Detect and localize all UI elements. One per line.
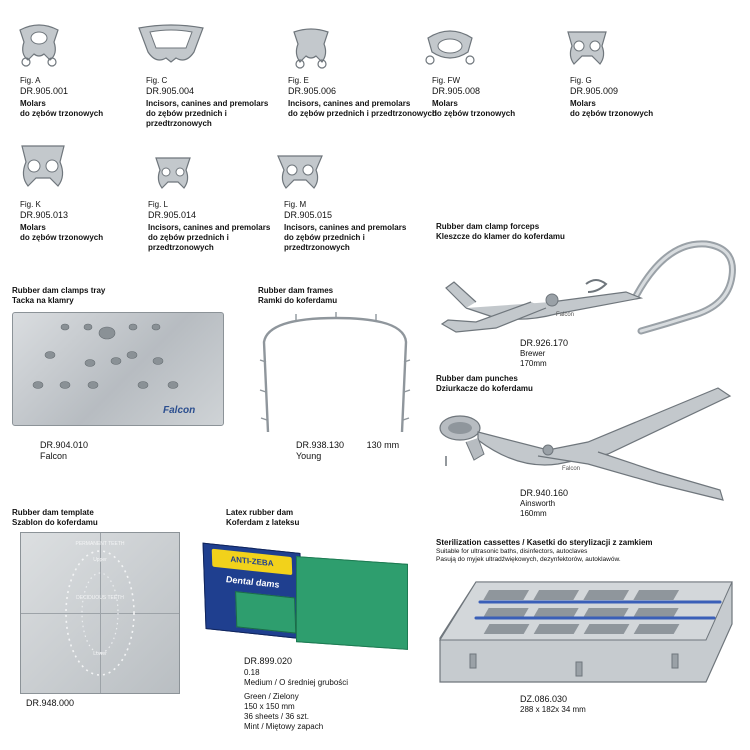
product-code: DR.938.130: [296, 440, 345, 450]
clamp-fw-icon: [424, 24, 476, 70]
template-label-upper: Upper: [93, 557, 107, 563]
latex-detail: Mint / Miętowy zapach: [244, 722, 324, 731]
product-size: 288 x 182x 34 mm: [520, 705, 586, 714]
cassettes-note: Suitable for ultrasonic baths, disinfectors, autoclaves: [436, 548, 588, 555]
template-subtitle: Szablon do koferdamu: [12, 518, 98, 527]
description-line: do zębów przednich i: [148, 233, 229, 242]
description-line: przedtrzonowych: [284, 243, 350, 252]
clamp-caption-e: [288, 76, 437, 119]
fig-label: Fig. L: [148, 200, 169, 209]
product-code: DZ.086.030: [520, 694, 568, 704]
clamp-caption-c: [146, 76, 268, 129]
latex-detail: Medium / O średniej grubości: [244, 678, 349, 687]
latex-title: Latex rubber dam: [226, 508, 294, 517]
tray-caption: [40, 440, 88, 461]
fig-label: Fig. E: [288, 76, 309, 85]
latex-caption: [244, 656, 348, 732]
template-heading: [12, 508, 98, 528]
product-name: Young: [296, 451, 322, 461]
description-line: do zębów trzonowych: [20, 233, 104, 242]
clamp-caption-g: [570, 76, 653, 119]
product-code: DR.899.020: [244, 656, 293, 666]
tray-title: Rubber dam clamps tray: [12, 286, 106, 295]
latex-detail: 150 x 150 mm: [244, 702, 295, 711]
product-code: DR.905.013: [20, 210, 69, 220]
clamp-caption-fw: [432, 76, 515, 119]
punches-subtitle: Dziurkacze do koferdamu: [436, 384, 533, 393]
latex-detail: 36 sheets / 36 szt.: [244, 712, 309, 721]
product-code: DR.948.000: [26, 698, 75, 708]
tray-heading: [12, 286, 105, 306]
template-caption: [26, 698, 74, 709]
clamp-image-e: [286, 24, 336, 70]
cassettes-title: Sterilization cassettes / Kasetki do sterylizacji z zamkiem: [436, 538, 653, 547]
description-line: do zębów trzonowych: [432, 109, 516, 118]
frames-image: [256, 312, 416, 438]
clamp-k-icon: [16, 140, 70, 192]
description-line: Molars: [570, 99, 596, 108]
description-line: Molars: [20, 223, 46, 232]
fig-label: Fig. M: [284, 200, 307, 209]
product-code: DR.926.170: [520, 338, 569, 348]
product-code: DR.905.008: [432, 86, 481, 96]
description-line: Molars: [432, 99, 458, 108]
forceps-caption: [520, 338, 568, 369]
description-line: do zębów przednich i: [284, 233, 365, 242]
description-line: do zębów przednich i: [146, 109, 227, 118]
template-label-lower: Lower: [93, 651, 107, 657]
clamp-m-icon: [274, 150, 326, 194]
fig-label: Fig. K: [20, 200, 41, 209]
description-line: przedtrzonowych: [148, 243, 214, 252]
fig-label: Fig. A: [20, 76, 41, 85]
clamp-image-g: [562, 24, 612, 70]
clamp-caption-l: [148, 200, 270, 253]
clamp-image-k: [16, 140, 70, 192]
clamp-a-icon: [14, 20, 64, 70]
product-size: 130 mm: [366, 440, 400, 450]
fig-label: Fig. C: [146, 76, 168, 85]
description-line: do zębów trzonowych: [20, 109, 104, 118]
template-image: [20, 532, 180, 694]
clamp-image-c: [136, 22, 206, 70]
frames-title: Rubber dam frames: [258, 286, 334, 295]
product-code: DR.905.001: [20, 86, 69, 96]
product-code: DR.905.006: [288, 86, 337, 96]
template-label-deciduous: DECIDUOUS TEETH: [76, 595, 124, 601]
tray-image: [12, 312, 224, 426]
frames-subtitle: Ramki do koferdamu: [258, 296, 338, 305]
forceps-subtitle: Kleszcze do klamer do koferdamu: [436, 232, 565, 241]
product-code: DR.905.004: [146, 86, 195, 96]
clamp-image-a: [14, 20, 64, 70]
cassettes-note: Pasują do myjek ultradźwiękowych, dezynfektorów, autoklawów.: [436, 556, 621, 563]
latex-sheet: [296, 556, 408, 650]
clamp-caption-k: [20, 200, 103, 243]
template-hole-pattern: [21, 533, 179, 693]
product-name: Falcon: [40, 451, 68, 461]
tray-subtitle: Tacka na klamry: [12, 296, 74, 305]
punches-title: Rubber dam punches: [436, 374, 518, 383]
product-code: DR.905.014: [148, 210, 197, 220]
tray-brand: Falcon: [163, 405, 196, 416]
clamp-image-l: [150, 152, 196, 194]
latex-box-brand: ANTI-ZEBA: [212, 549, 293, 576]
template-title: Rubber dam template: [12, 508, 94, 517]
latex-detail: Green / Zielony: [244, 692, 299, 701]
description-line: do zębów przednich i przedtrzonowych: [288, 109, 437, 118]
product-code: DR.905.009: [570, 86, 619, 96]
product-code: DR.905.015: [284, 210, 333, 220]
cassettes-heading: [436, 538, 653, 564]
description-line: Incisors, canines and premolars: [288, 99, 411, 108]
description-line: Incisors, canines and premolars: [146, 99, 269, 108]
description-line: Incisors, canines and premolars: [284, 223, 407, 232]
latex-subtitle: Koferdam z lateksu: [226, 518, 300, 527]
clamp-image-m: [274, 150, 326, 194]
cassette-image: [436, 578, 736, 688]
clamp-caption-m: [284, 200, 406, 253]
clamp-c-icon: [136, 22, 206, 70]
product-name: Ainsworth: [520, 499, 556, 508]
clamp-caption-a: [20, 76, 103, 119]
forceps-image: [436, 236, 746, 346]
fig-label: Fig. FW: [432, 76, 460, 85]
punches-image: [438, 380, 738, 500]
description-line: Incisors, canines and premolars: [148, 223, 271, 232]
description-line: Molars: [20, 99, 46, 108]
latex-box: [203, 543, 304, 640]
description-line: przedtrzonowych: [146, 119, 212, 128]
product-size: 170mm: [520, 359, 547, 368]
product-code: DR.940.160: [520, 488, 569, 498]
product-name: Brewer: [520, 349, 546, 358]
forceps-brand: Falcon: [556, 312, 575, 318]
product-code: DR.904.010: [40, 440, 89, 450]
frames-heading: [258, 286, 337, 306]
product-size: 160mm: [520, 509, 547, 518]
template-label-permanent: PERMANENT TEETH: [75, 541, 125, 547]
description-line: do zębów trzonowych: [570, 109, 654, 118]
clamp-g-icon: [562, 24, 612, 70]
fig-label: Fig. G: [570, 76, 592, 85]
punches-caption: [520, 488, 568, 519]
latex-box-label: Dental dams: [225, 574, 280, 590]
clamp-image-fw: [424, 24, 476, 70]
forceps-title: Rubber dam clamp forceps: [436, 222, 540, 231]
latex-detail: 0.18: [244, 668, 260, 677]
latex-heading: [226, 508, 299, 528]
frames-caption: [296, 440, 399, 461]
clamp-l-icon: [150, 152, 196, 194]
cassettes-caption: [520, 694, 586, 715]
clamp-e-icon: [286, 24, 336, 70]
punches-brand: Falcon: [562, 466, 581, 472]
latex-box-swatch: [235, 591, 296, 633]
